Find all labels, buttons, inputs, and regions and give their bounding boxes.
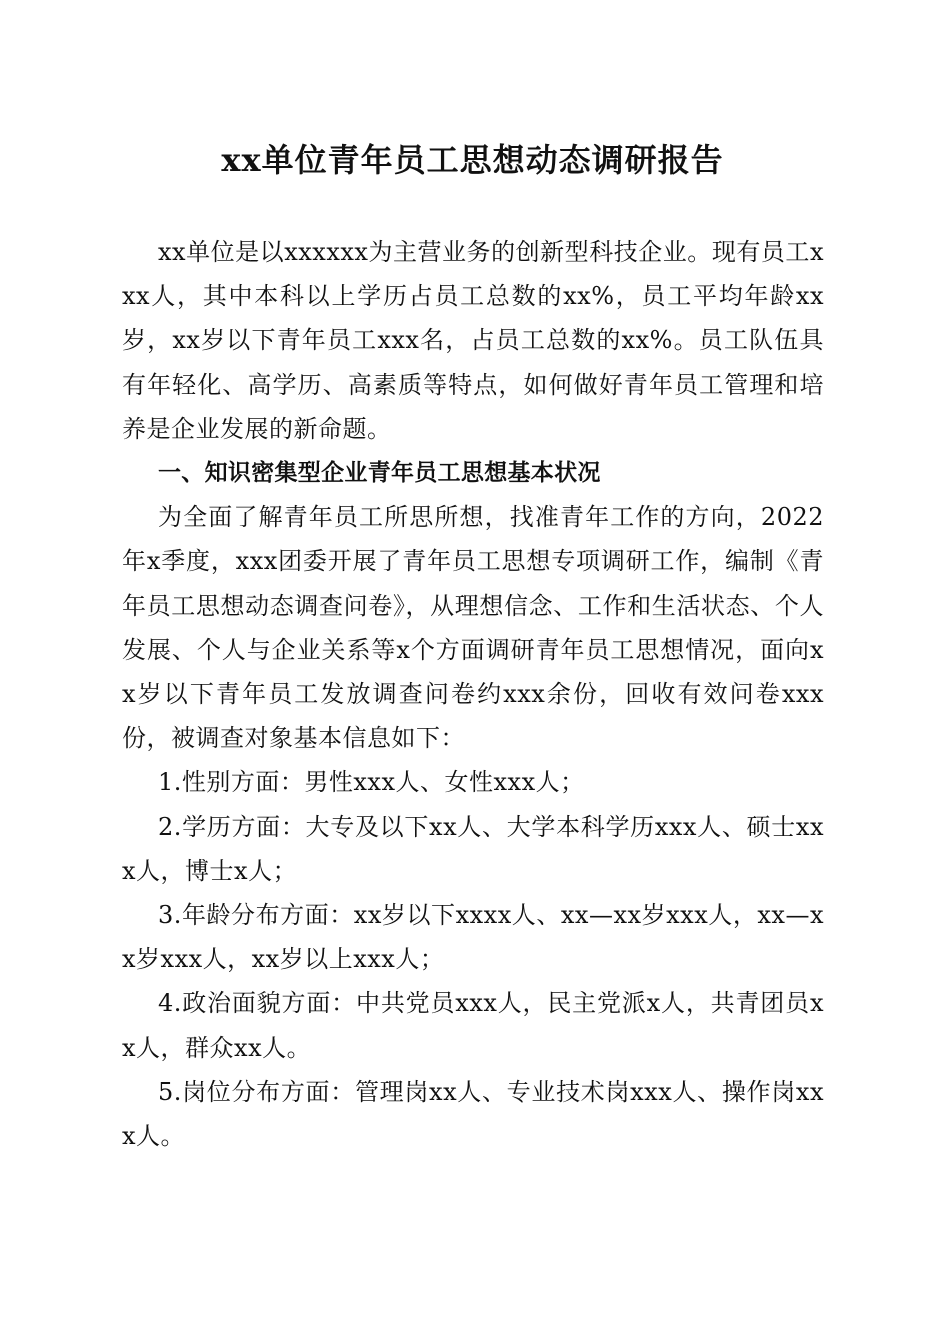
section-heading: 一、知识密集型企业青年员工思想基本状况: [158, 460, 601, 487]
list-item-gender: 1.性别方面：男性xxx人、女性xxx人；: [158, 768, 585, 797]
section-paragraph: 为全面了解青年员工所思所想，找准青年工作的方向，2022年x季度，xxx团委开展了青年员工思想专项调研工作，编制《青年员工思想动态调查问卷》，从理想信念、工作和生活状态、个人发展、个人与企业关系等x个方面调研青年员工思想情况，面向xx岁以下青年员工发放调查问卷约xxx余份，回收有效问卷xxx份，被调查对象基本信息如下：: [122, 503, 824, 753]
list-item-age: 3.年龄分布方面：xx岁以下xxxx人、xx—xx岁xxx人，xx—xx岁xxx人，xx岁以上xxx人；: [122, 901, 824, 974]
document-body: [122, 230, 824, 1158]
list-item-education: 2.学历方面：大专及以下xx人、大学本科学历xxx人、硕士xxx人，博士x人；: [122, 812, 824, 885]
list-item-political: 4.政治面貌方面：中共党员xxx人，民主党派x人，共青团员xx人，群众xx人。: [122, 989, 824, 1062]
list-item-position: 5.岗位分布方面：管理岗xx人、专业技术岗xxx人、操作岗xxx人。: [122, 1077, 824, 1151]
document-title: xx单位青年员工思想动态调研报告: [221, 141, 724, 179]
intro-paragraph: xx单位是以xxxxxx为主营业务的创新型科技企业。现有员工xxx人，其中本科以上学历占员工总数的xx%，员工平均年龄xx岁，xx岁以下青年员工xxx名，占员工总数的xx%。员工队伍具有年轻化、高学历、高素质等特点，如何做好青年员工管理和培养是企业发展的新命题。: [122, 238, 824, 443]
